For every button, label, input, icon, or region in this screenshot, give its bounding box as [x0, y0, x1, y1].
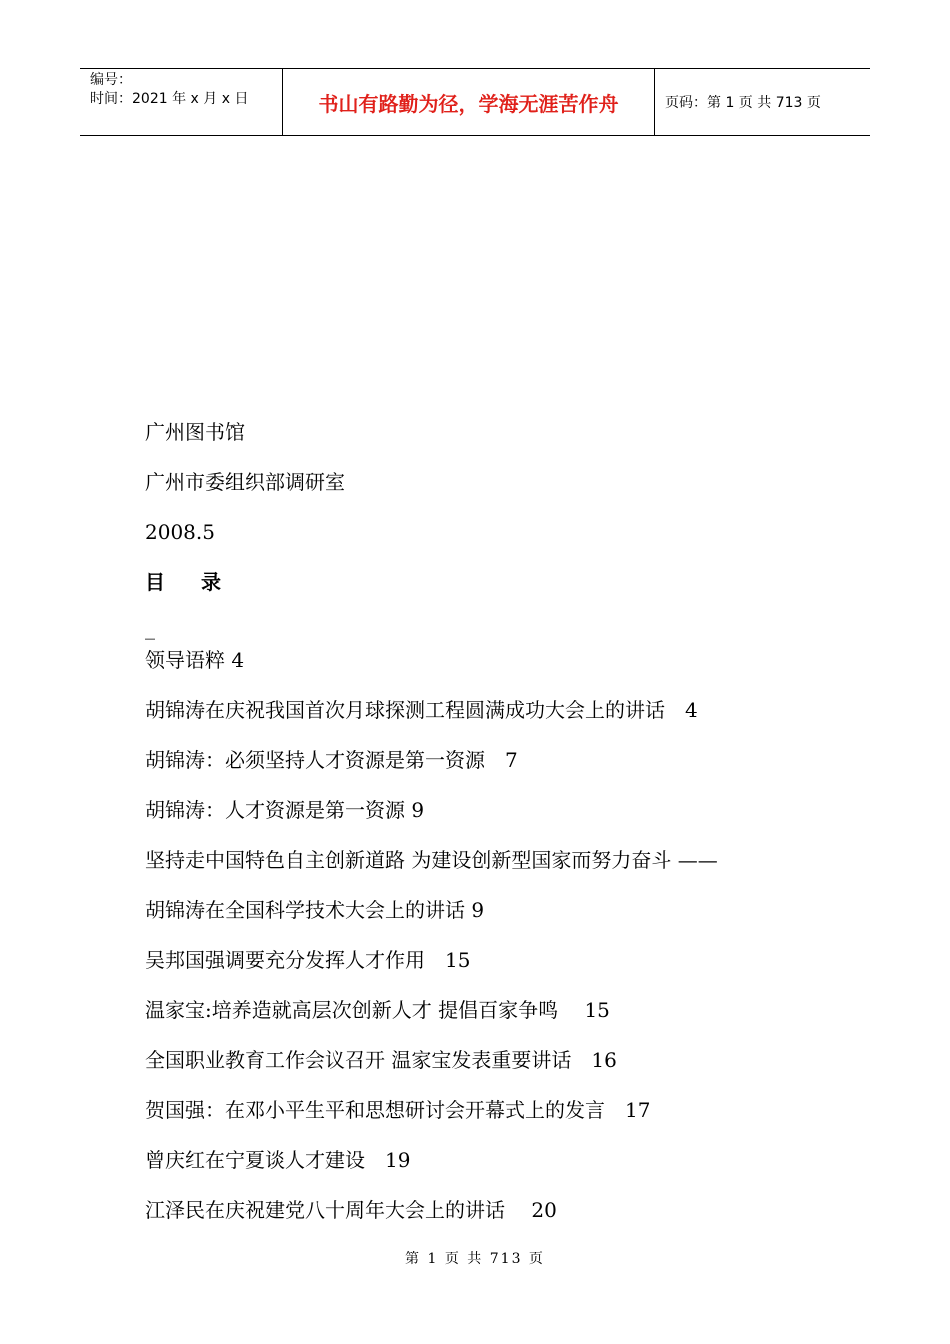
- page-footer: 第 1 页 共 713 页: [405, 1251, 545, 1267]
- department-name: 广州市委组织部调研室: [145, 470, 345, 494]
- header-page-cell: [655, 69, 870, 135]
- page-info: 页码：第 1 页 共 713 页: [665, 95, 821, 111]
- library-name: 广州图书馆: [145, 420, 245, 444]
- toc-entry[interactable]: 领导语粹 4: [145, 648, 245, 672]
- toc-entry[interactable]: 胡锦涛：必须坚持人才资源是第一资源 7: [145, 748, 518, 772]
- toc-entry[interactable]: 曾庆红在宁夏谈人才建设 19: [145, 1148, 411, 1172]
- toc-entry[interactable]: 江泽民在庆祝建党八十周年大会上的讲话 20: [145, 1198, 557, 1222]
- document-body: [145, 418, 865, 1246]
- header-left-cell: [80, 69, 282, 135]
- toc-dash: _: [145, 616, 155, 640]
- toc-entry[interactable]: 坚持走中国特色自主创新道路 为建设创新型国家而努力奋斗 ——: [145, 848, 718, 872]
- toc-title: [145, 568, 865, 618]
- header-motto-cell: [282, 69, 655, 135]
- toc-entry[interactable]: 贺国强：在邓小平生平和思想研讨会开幕式上的发言 17: [145, 1098, 651, 1122]
- toc-entry[interactable]: 胡锦涛：人才资源是第一资源 9: [145, 798, 425, 822]
- header-table: [80, 68, 870, 136]
- time-label: 时间：2021 年 x 月 x 日: [90, 91, 249, 107]
- publish-date: 2008.5: [145, 520, 215, 544]
- toc-entry[interactable]: 胡锦涛在全国科学技术大会上的讲话 9: [145, 898, 485, 922]
- toc-entry[interactable]: 吴邦国强调要充分发挥人才作用 15: [145, 948, 471, 972]
- toc-entry[interactable]: 全国职业教育工作会议召开 温家宝发表重要讲话 16: [145, 1048, 617, 1072]
- toc-title-left: 目: [145, 570, 165, 594]
- toc-entry[interactable]: 胡锦涛在庆祝我国首次月球探测工程圆满成功大会上的讲话 4: [145, 698, 698, 722]
- toc-title-right: 录: [201, 570, 221, 594]
- number-label: 编号：: [90, 72, 132, 88]
- motto-text: 书山有路勤为径，学海无涯苦作舟: [318, 91, 619, 116]
- toc-entry[interactable]: 温家宝:培养造就高层次创新人才 提倡百家争鸣 15: [145, 998, 610, 1022]
